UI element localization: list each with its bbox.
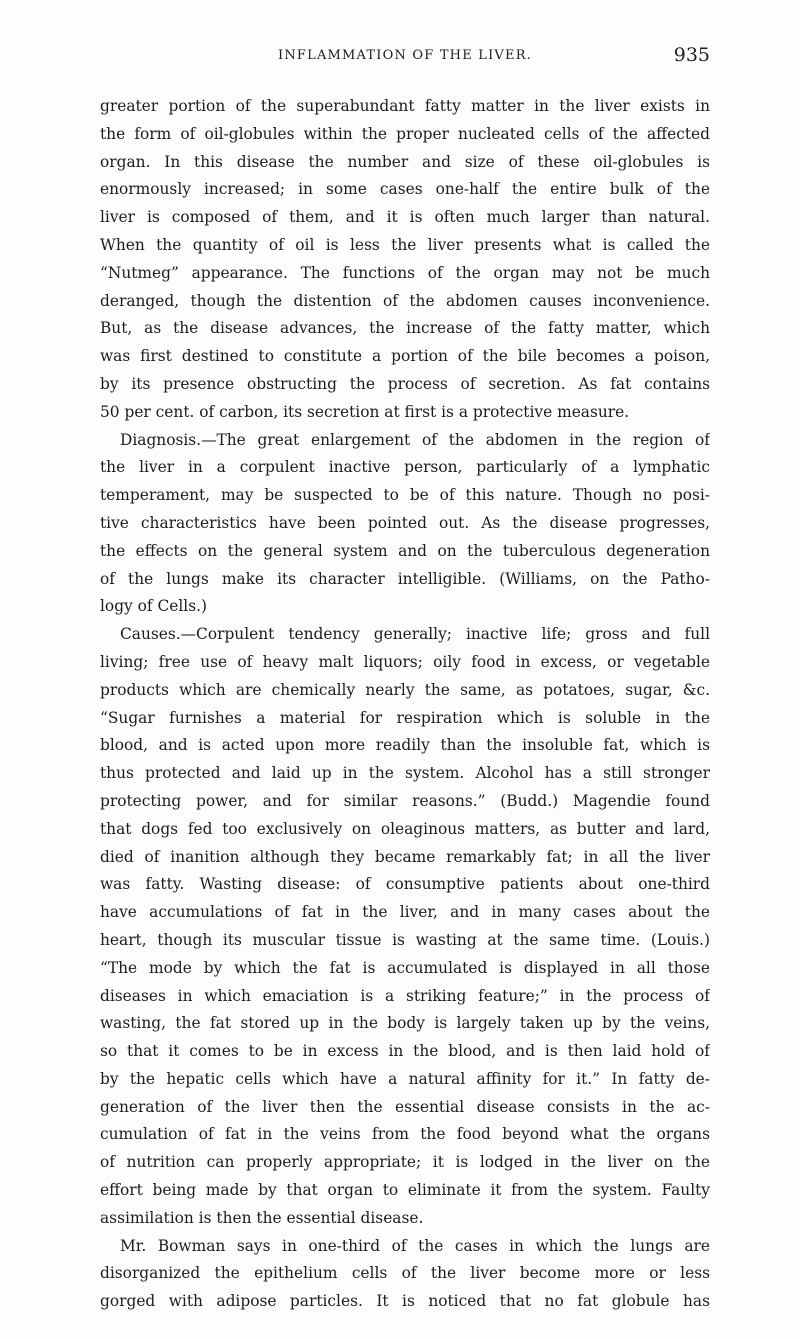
text-line: deranged, though the distention of the abdomen causes inconvenience. [100,291,710,310]
text-line: by its presence obstructing the process of secretion. As fat contains [100,374,710,393]
text-line: When the quantity of oil is less the liver presents what is called the [100,235,710,254]
text-line: temperament, may be suspected to be of this nature. Though no posi- [100,486,710,505]
page-number: 935 [673,44,710,66]
text-line: But, as the disease advances, the increase of the fatty matter, which [100,319,710,338]
running-title: INFLAMMATION OF THE LIVER. [277,48,533,63]
text-line: 50 per cent. of carbon, its secretion at first is a protective measure. [100,402,630,421]
text-line: generation of the liver then the essential disease consists in the ac- [100,1097,710,1116]
text-line: living; free use of heavy malt liquors; oily food in excess, or vegetable [100,652,710,671]
text-line: Diagnosis.—The great enlargement of the abdomen in the region of [120,430,710,449]
text-line: heart, though its muscular tissue is wasting at the same time. (Louis.) [100,930,710,949]
text-line: cumulation of fat in the veins from the food beyond what the organs [100,1125,710,1144]
text-line: by the hepatic cells which have a natural affinity for it.” In fatty de- [100,1069,710,1088]
text-line: wasting, the fat stored up in the body is largely taken up by the veins, [100,1014,710,1033]
text-line: assimilation is then the essential disease. [100,1208,424,1227]
text-line: “The mode by which the fat is accumulated is displayed in all those [100,958,710,977]
text-line: liver is composed of them, and it is often much larger than natural. [100,208,710,227]
text-line: gorged with adipose particles. It is noticed that no fat globule has [100,1292,710,1311]
text-line: that dogs fed too exclusively on oleaginous matters, as butter and lard, [100,819,710,838]
text-line: blood, and is acted upon more readily than the insoluble fat, which is [100,736,710,755]
text-line: products which are chemically nearly the same, as potatoes, sugar, &c. [100,680,710,699]
text-line: thus protected and laid up in the system. Alcohol has a still stronger [100,764,710,783]
text-line: the effects on the general system and on the tuberculous degeneration [100,541,710,560]
text-line: greater portion of the superabundant fatty matter in the liver exists in [100,97,710,115]
text-line: diseases in which emaciation is a striking feature;” in the process of [100,986,710,1005]
running-head [100,46,710,68]
text-line: enormously increased; in some cases one-half the entire bulk of the [100,180,710,199]
text-line: was fatty. Wasting disease: of consumptive patients about one-third [100,875,710,894]
text-line: disorganized the epithelium cells of the liver become more or less [100,1264,710,1283]
text-line: was first destined to constitute a portion of the bile becomes a poison, [100,347,710,366]
text-line: logy of Cells.) [100,597,208,616]
text-line: organ. In this disease the number and size of these oil-globules is [100,152,710,171]
text-line: the liver in a corpulent inactive person, particularly of a lymphatic [100,458,710,477]
text-line: protecting power, and for similar reasons.” (Budd.) Magendie found [100,791,710,810]
text-line: of the lungs make its character intelligible. (Williams, on the Patho- [100,569,710,588]
text-line: died of inanition although they became remarkably fat; in all the liver [100,847,710,866]
text-line: tive characteristics have been pointed out. As the disease progresses, [100,513,710,532]
text-line: Causes.—Corpulent tendency generally; inactive life; gross and full [120,625,710,644]
text-line: effort being made by that organ to eliminate it from the system. Faulty [100,1181,710,1200]
body-text [100,93,710,1316]
text-line: Mr. Bowman says in one-third of the cases in which the lungs are [120,1236,710,1255]
text-line: have accumulations of fat in the liver, and in many cases about the [100,903,710,922]
text-line: “Sugar furnishes a material for respiration which is soluble in the [100,708,710,727]
text-line: “Nutmeg” appearance. The functions of the organ may not be much [100,263,710,282]
text-line: so that it comes to be in excess in the blood, and is then laid hold of [100,1042,710,1061]
text-line: the form of oil-globules within the proper nucleated cells of the affected [100,124,710,143]
text-line: of nutrition can properly appropriate; it is lodged in the liver on the [100,1153,710,1172]
